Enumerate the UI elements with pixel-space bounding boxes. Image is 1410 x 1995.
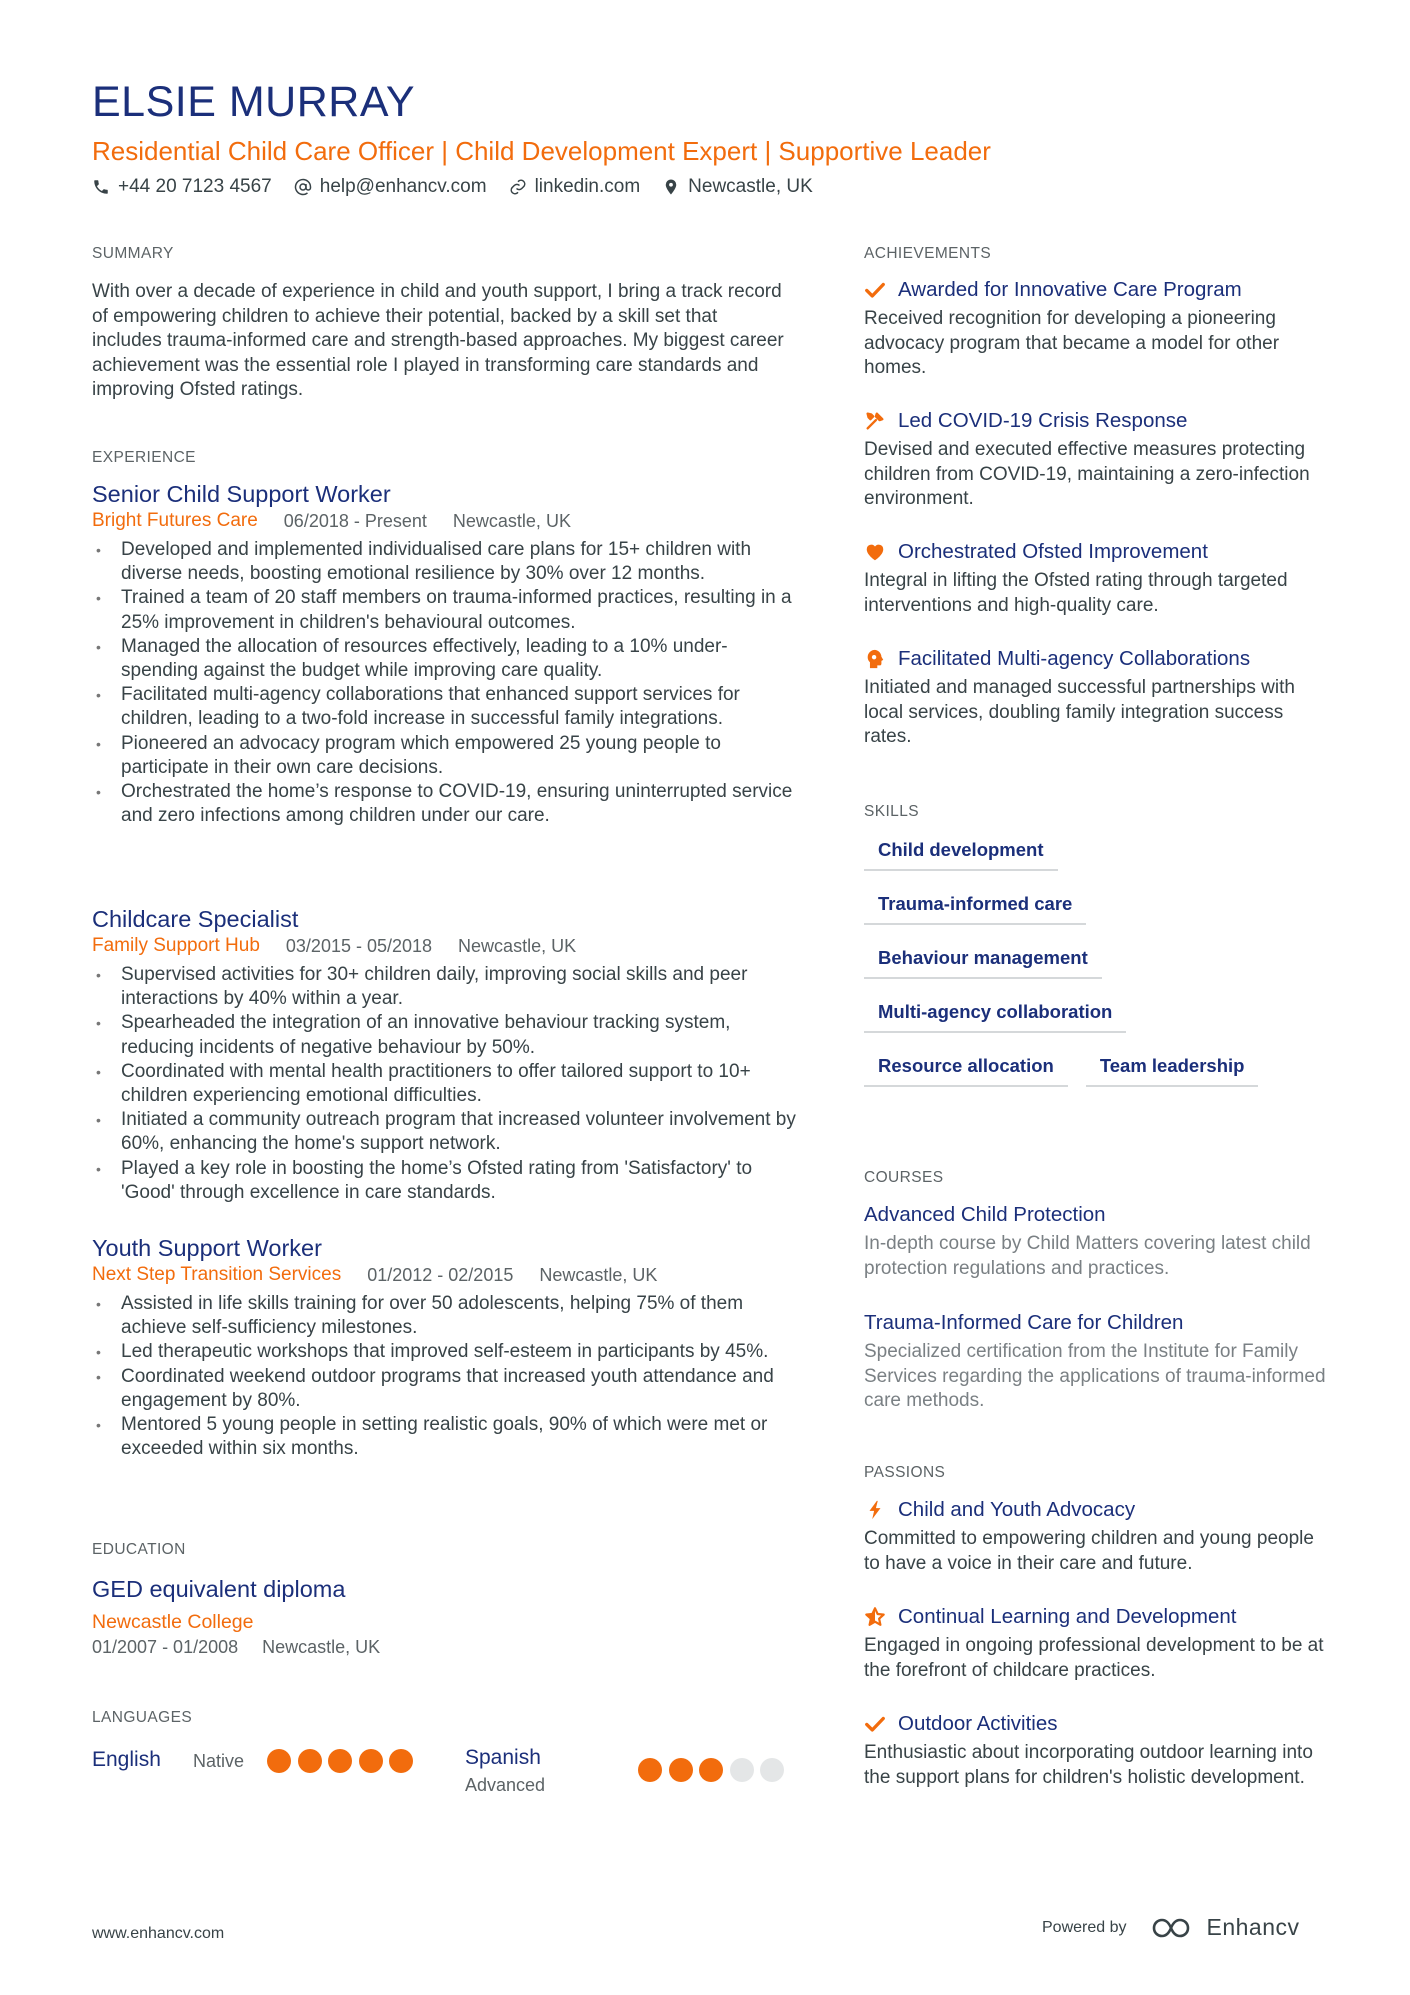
achievement-text: Devised and executed effective measures protecting children from COVID-19, maintaining a zero-infection environment. <box>864 439 1310 509</box>
summary-section-title: SUMMARY <box>92 245 174 262</box>
footer-website[interactable]: www.enhancv.com <box>92 1925 225 1942</box>
experience-entry <box>92 480 802 828</box>
skill-tag: Trauma-informed care <box>864 890 1086 925</box>
skills-row <box>864 836 1334 871</box>
language-rating <box>267 1749 413 1773</box>
contact-bar <box>92 176 813 198</box>
passion-text: Committed to empowering children and young people to have a voice in their care and future. <box>864 1528 1314 1574</box>
job-meta <box>92 1263 802 1287</box>
course-text: Specialized certification from the Institute for Family Services regarding the applications of trauma-informed care methods. <box>864 1341 1326 1411</box>
heart-icon <box>864 541 886 563</box>
job-title: Senior Child Support Worker <box>92 481 391 507</box>
achievement-text: Initiated and managed successful partnerships with local services, doubling family integration success rates. <box>864 677 1295 747</box>
summary-text: With over a decade of experience in child and youth support, I bring a track record of empowering children to achieve their potential, backed by a skill set that includes trauma-informed care and strength-based approaches. My biggest career achievement was the essential role I played in transforming care standards and improving Ofsted ratings. <box>92 281 784 400</box>
skill-tag: Team leadership <box>1086 1052 1259 1087</box>
contact-email[interactable] <box>294 176 487 198</box>
achievement-heading <box>864 277 1334 303</box>
skill-tag: Behaviour management <box>864 944 1102 979</box>
list-item: • Coordinated with mental health practitioners to offer tailored support to 10+ children experiencing emotional difficulties. <box>92 1060 802 1108</box>
passion-title: Child and Youth Advocacy <box>898 1498 1136 1521</box>
contact-phone <box>92 176 272 198</box>
language-rating <box>638 1758 784 1782</box>
passion-title: Continual Learning and Development <box>898 1605 1237 1628</box>
job-company: Next Step Transition Services <box>92 1264 342 1285</box>
job-bullets <box>92 1292 802 1461</box>
passion-heading <box>864 1604 1334 1630</box>
course-text: In-depth course by Child Matters covering latest child protection regulations and practices. <box>864 1233 1311 1279</box>
job-dates: 03/2015 - 05/2018 <box>285 936 433 956</box>
rating-dot-filled <box>669 1758 693 1782</box>
language-name: Spanish <box>465 1746 541 1769</box>
job-bullets <box>92 963 802 1205</box>
job-location: Newcastle, UK <box>539 1265 658 1285</box>
list-item: • Managed the allocation of resources effectively, leading to a 10% under-spending against the budget while improving care quality. <box>92 635 802 683</box>
link-icon <box>509 178 527 196</box>
education-location: Newcastle, UK <box>262 1637 381 1657</box>
list-item: • Supervised activities for 30+ children daily, improving social skills and peer interactions by 40% within a year. <box>92 963 802 1011</box>
passion-heading <box>864 1711 1334 1737</box>
job-dates: 01/2012 - 02/2015 <box>367 1265 514 1285</box>
course-title: Trauma-Informed Care for Children <box>864 1311 1184 1334</box>
bolt-icon <box>864 1499 886 1521</box>
rating-dot-filled <box>389 1749 413 1773</box>
language-name: English <box>92 1748 161 1771</box>
job-location: Newcastle, UK <box>458 936 577 956</box>
skills-row <box>864 1052 1334 1087</box>
list-item: • Pioneered an advocacy program which empowered 25 young people to participate in their own care decisions. <box>92 732 802 780</box>
job-dates: 06/2018 - Present <box>283 511 427 531</box>
list-item: • Facilitated multi-agency collaborations that enhanced support services for children, leading to a two-fold increase in successful family integrations. <box>92 683 802 731</box>
skills-list <box>864 836 1334 1106</box>
passion-item <box>864 1497 1334 1576</box>
achievement-item <box>864 539 1334 618</box>
achievement-item <box>864 277 1334 381</box>
education-school: Newcastle College <box>92 1611 254 1633</box>
courses-section-title: COURSES <box>864 1169 944 1186</box>
education-dates: 01/2007 - 01/2008 <box>92 1637 239 1657</box>
skills-row <box>864 890 1334 925</box>
enhancv-logo-icon <box>1151 1915 1197 1941</box>
skill-tag: Resource allocation <box>864 1052 1068 1087</box>
achievement-title: Orchestrated Ofsted Improvement <box>898 540 1208 563</box>
job-location: Newcastle, UK <box>452 511 571 531</box>
achievement-title: Awarded for Innovative Care Program <box>898 278 1242 301</box>
achievement-heading <box>864 646 1334 672</box>
job-company: Bright Futures Care <box>92 510 258 531</box>
passion-item <box>864 1711 1334 1790</box>
footer-branding <box>1042 1914 1300 1941</box>
candidate-name: ELSIE MURRAY <box>92 78 415 126</box>
skills-section-title: SKILLS <box>864 803 919 820</box>
phone-text: +44 20 7123 4567 <box>118 176 272 197</box>
contact-linkedin[interactable] <box>509 176 641 198</box>
list-item: • Orchestrated the home’s response to COVID-19, ensuring uninterrupted service and zero infections among children under our care. <box>92 780 802 828</box>
list-item: • Mentored 5 young people in setting realistic goals, 90% of which were met or exceeded within six months. <box>92 1413 802 1461</box>
achievements-section-title: ACHIEVEMENTS <box>864 245 992 262</box>
job-company: Family Support Hub <box>92 935 260 956</box>
contact-location <box>662 176 813 198</box>
list-item: • Initiated a community outreach program that increased volunteer involvement by 60%, enhancing the home's support network. <box>92 1108 802 1156</box>
list-item: • Assisted in life skills training for over 50 adolescents, helping 75% of them achieve self-sufficiency milestones. <box>92 1292 802 1340</box>
achievement-item <box>864 408 1334 512</box>
course-title: Advanced Child Protection <box>864 1203 1106 1226</box>
job-title: Youth Support Worker <box>92 1235 322 1261</box>
job-meta <box>92 934 802 958</box>
linkedin-text[interactable]: linkedin.com <box>534 176 641 197</box>
course-item <box>864 1310 1334 1414</box>
education-entry <box>92 1576 380 1658</box>
powered-by-label: Powered by <box>1042 1918 1127 1936</box>
star-icon <box>864 1606 886 1628</box>
rating-dot-filled <box>267 1749 291 1773</box>
job-bullets <box>92 538 802 828</box>
passion-item <box>864 1604 1334 1683</box>
rating-dot-filled <box>359 1749 383 1773</box>
achievement-text: Received recognition for developing a pioneering advocacy program that became a model for other homes. <box>864 308 1280 378</box>
achievement-title: Facilitated Multi-agency Collaborations <box>898 647 1251 670</box>
job-meta <box>92 509 802 533</box>
map-pin-icon <box>662 178 680 196</box>
email-text[interactable]: help@enhancv.com <box>319 176 487 197</box>
passion-title: Outdoor Activities <box>898 1712 1058 1735</box>
rating-dot-empty <box>730 1758 754 1782</box>
skill-tag: Multi-agency collaboration <box>864 998 1126 1033</box>
experience-section-title: EXPERIENCE <box>92 449 196 466</box>
languages-list <box>92 1744 792 1804</box>
list-item: • Spearheaded the integration of an innovative behaviour tracking system, reducing incidents of negative behaviour by 50%. <box>92 1011 802 1059</box>
achievement-title: Led COVID-19 Crisis Response <box>898 409 1188 432</box>
achievement-heading <box>864 539 1334 565</box>
course-item <box>864 1202 1334 1281</box>
passions-section-title: PASSIONS <box>864 1464 946 1481</box>
list-item: • Led therapeutic workshops that improved self-esteem in participants by 45%. <box>92 1340 802 1364</box>
languages-section-title: LANGUAGES <box>92 1709 193 1726</box>
passion-text: Engaged in ongoing professional development to be at the forefront of childcare practices. <box>864 1635 1324 1681</box>
education-degree: GED equivalent diploma <box>92 1576 346 1602</box>
candidate-tagline: Residential Child Care Officer | Child Development Expert | Supportive Leader <box>92 136 991 166</box>
list-item: • Coordinated weekend outdoor programs that increased youth attendance and engagement by 80%. <box>92 1365 802 1413</box>
tools-icon <box>864 410 886 432</box>
education-section-title: EDUCATION <box>92 1541 186 1558</box>
language-level: Native <box>193 1751 245 1771</box>
experience-entry <box>92 905 802 1205</box>
rating-dot-filled <box>699 1758 723 1782</box>
rating-dot-empty <box>760 1758 784 1782</box>
education-meta <box>92 1637 380 1658</box>
achievement-heading <box>864 408 1334 434</box>
skill-tag: Child development <box>864 836 1058 871</box>
at-icon <box>294 178 312 196</box>
phone-icon <box>92 178 110 196</box>
achievement-item <box>864 646 1334 750</box>
passion-heading <box>864 1497 1334 1523</box>
head-icon <box>864 648 886 670</box>
job-title: Childcare Specialist <box>92 906 299 932</box>
rating-dot-filled <box>328 1749 352 1773</box>
language-level: Advanced <box>465 1775 546 1795</box>
brand-name: Enhancv <box>1206 1914 1300 1940</box>
check-icon <box>864 279 886 301</box>
check-icon <box>864 1713 886 1735</box>
rating-dot-filled <box>298 1749 322 1773</box>
location-text: Newcastle, UK <box>688 176 813 197</box>
skills-row <box>864 944 1334 979</box>
list-item: • Developed and implemented individualised care plans for 15+ children with diverse needs, boosting emotional resilience by 30% over 12 months. <box>92 538 802 586</box>
list-item: • Trained a team of 20 staff members on trauma-informed practices, resulting in a 25% improvement in children's behavioural outcomes. <box>92 586 802 634</box>
skills-row <box>864 998 1334 1033</box>
list-item: • Played a key role in boosting the home’s Ofsted rating from 'Satisfactory' to 'Good' through excellence in care standards. <box>92 1157 802 1205</box>
passion-text: Enthusiastic about incorporating outdoor learning into the support plans for children's holistic development. <box>864 1742 1313 1788</box>
achievement-text: Integral in lifting the Ofsted rating through targeted interventions and high-quality care. <box>864 570 1288 616</box>
rating-dot-filled <box>638 1758 662 1782</box>
experience-entry <box>92 1234 802 1461</box>
brand-logo[interactable] <box>1151 1914 1300 1941</box>
